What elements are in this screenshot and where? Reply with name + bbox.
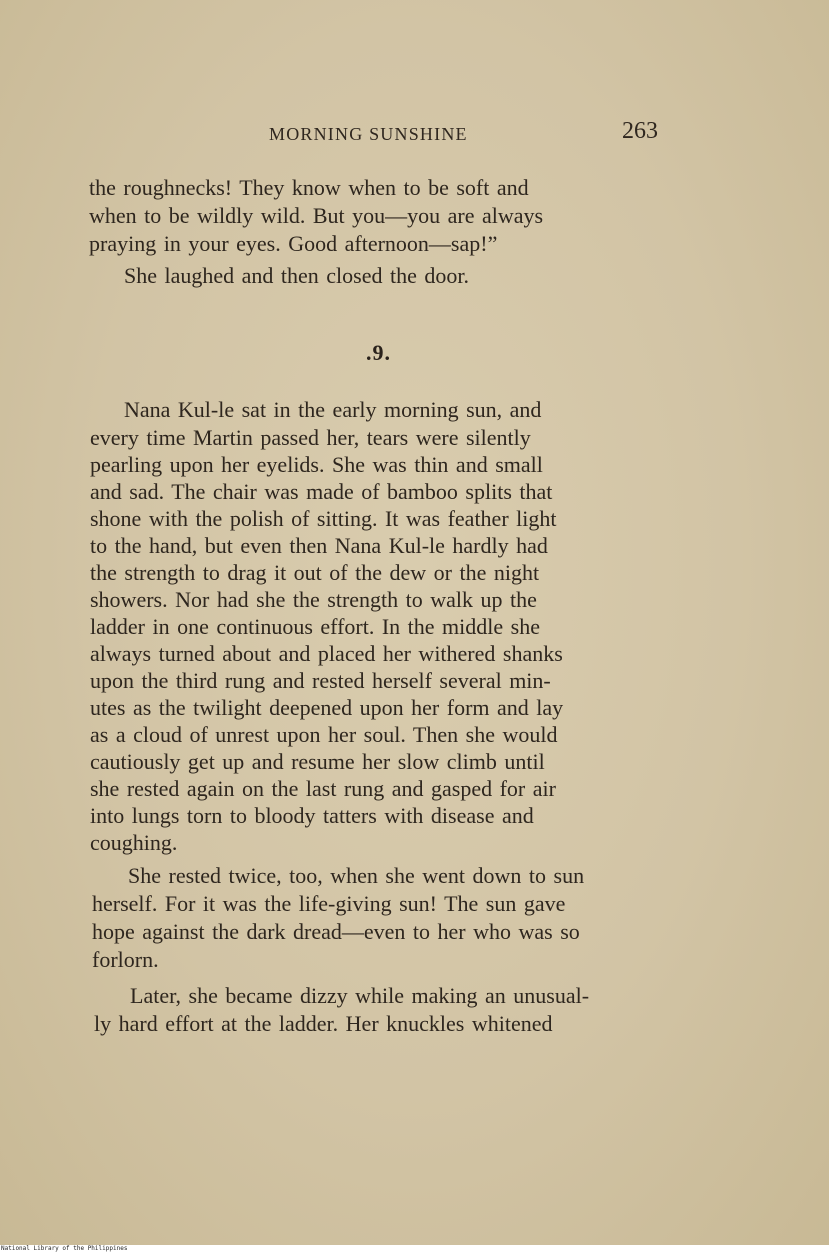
text-line: coughing. bbox=[90, 830, 178, 855]
text-line: ladder in one continuous effort. In the middle she bbox=[90, 614, 540, 639]
library-credit: National Library of the Philippines bbox=[0, 1245, 829, 1253]
text-line: ly hard effort at the ladder. Her knuckles whitened bbox=[94, 1011, 553, 1036]
text-line: Later, she became dizzy while making an unusual- bbox=[130, 983, 590, 1008]
text-line: into lungs torn to bloody tatters with disease and bbox=[90, 803, 534, 828]
text-line: utes as the twilight deepened upon her form and lay bbox=[90, 695, 564, 720]
text-line: the strength to drag it out of the dew or the night bbox=[90, 560, 540, 585]
text-line: always turned about and placed her withered shanks bbox=[90, 641, 563, 666]
text-line: cautiously get up and resume her slow climb until bbox=[90, 749, 545, 774]
running-title: MORNING SUNSHINE bbox=[269, 124, 468, 144]
text-line: she rested again on the last rung and gasped for air bbox=[90, 776, 556, 801]
text-line: herself. For it was the life-giving sun! The sun gave bbox=[92, 891, 566, 916]
text-line: praying in your eyes. Good afternoon—sap!” bbox=[89, 231, 498, 256]
text-line: and sad. The chair was made of bamboo splits that bbox=[90, 479, 553, 504]
text-line: shone with the polish of sitting. It was feather light bbox=[90, 506, 557, 531]
text-line: when to be wildly wild. But you—you are always bbox=[89, 203, 544, 228]
section-number: .9. bbox=[366, 340, 391, 365]
page-number: 263 bbox=[622, 118, 658, 144]
text-line: pearling upon her eyelids. She was thin and small bbox=[90, 452, 543, 477]
text-line: showers. Nor had she the strength to walk up the bbox=[90, 587, 537, 612]
text-line: as a cloud of unrest upon her soul. Then she would bbox=[90, 722, 558, 747]
text-line: upon the third rung and rested herself several min- bbox=[90, 668, 551, 693]
text-line: She rested twice, too, when she went down to sun bbox=[128, 863, 585, 888]
text-line: hope against the dark dread—even to her who was so bbox=[92, 919, 580, 944]
text-line: She laughed and then closed the door. bbox=[124, 263, 469, 288]
text-line: Nana Kul-le sat in the early morning sun, and bbox=[124, 397, 542, 422]
text-line: the roughnecks! They know when to be soft and bbox=[89, 175, 529, 200]
text-line: every time Martin passed her, tears were silently bbox=[90, 425, 531, 450]
text-line: forlorn. bbox=[92, 947, 159, 972]
text-line: to the hand, but even then Nana Kul-le hardly had bbox=[90, 533, 548, 558]
